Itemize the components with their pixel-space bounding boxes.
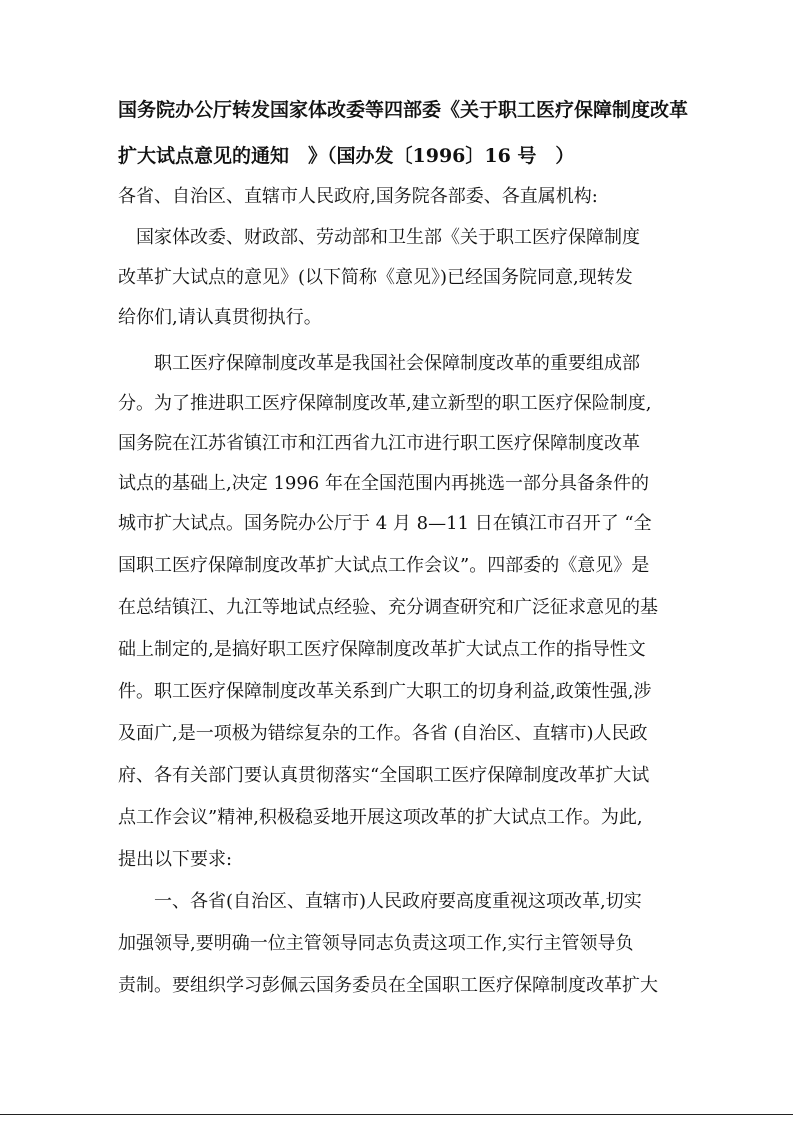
paragraph-2-line: 及面广,是一项极为错综复杂的工作。各省 (自治区、直辖市)人民政 [118, 723, 648, 744]
paragraph-2-line: 在总结镇江、九江等地试点经验、充分调查研究和广泛征求意见的基 [118, 597, 658, 618]
paragraph-2-line: 城市扩大试点。国务院办公厅于 4 月 8—11 日在镇江市召开了 “全 [118, 513, 652, 534]
paragraph-2-line: 础上制定的,是搞好职工医疗保障制度改革扩大试点工作的指导性文 [118, 639, 646, 660]
paragraph-3-line: 一、各省(自治区、直辖市)人民政府要高度重视这项改革,切实 [118, 891, 642, 912]
paragraph-2-line: 点工作会议”精神,积极稳妥地开展这项改革的扩大试点工作。为此, [118, 807, 643, 828]
paragraph-2-line: 试点的基础上,决定 1996 年在全国范围内再挑选一部分具备条件的 [118, 473, 649, 494]
paragraph-2-line: 职工医疗保障制度改革是我国社会保障制度改革的重要组成部 [118, 353, 640, 374]
paragraph-2-line: 分。为了推进职工医疗保障制度改革,建立新型的职工医疗保险制度, [118, 393, 652, 414]
paragraph-3-line: 责制。要组织学习彭佩云国务委员在全国职工医疗保障制度改革扩大 [118, 975, 658, 996]
addressee: 各省、自治区、直辖市人民政府,国务院各部委、各直属机构: [118, 186, 598, 207]
paragraph-3-line: 加强领导,要明确一位主管领导同志负责这项工作,实行主管领导负 [118, 933, 634, 954]
paragraph-2-line: 提出以下要求: [118, 849, 233, 870]
document-title-line-1: 国务院办公厅转发国家体改委等四部委《关于职工医疗保障制度改革 [118, 99, 689, 121]
paragraph-2-line: 府、各有关部门要认真贯彻落实“全国职工医疗保障制度改革扩大试 [118, 765, 650, 786]
paragraph-2-line: 件。职工医疗保障制度改革关系到广大职工的切身利益,政策性强,涉 [118, 681, 652, 702]
paragraph-2-line: 国务院在江苏省镇江市和江西省九江市进行职工医疗保障制度改革 [118, 433, 640, 454]
paragraph-1-line: 国家体改委、财政部、劳动部和卫生部《关于职工医疗保障制度 [118, 227, 640, 248]
page-bottom-rule [0, 1114, 793, 1115]
paragraph-1-line: 给你们,请认真贯彻执行。 [118, 307, 322, 328]
paragraph-2-line: 国职工医疗保障制度改革扩大试点工作会议”。四部委的《意见》是 [118, 555, 650, 576]
document-title-line-2: 扩大试点意见的通知 》（国办发〔1996〕16 号 ） [118, 145, 575, 167]
paragraph-1-line: 改革扩大试点的意见》(以下简称《意见》)已经国务院同意,现转发 [118, 267, 633, 288]
